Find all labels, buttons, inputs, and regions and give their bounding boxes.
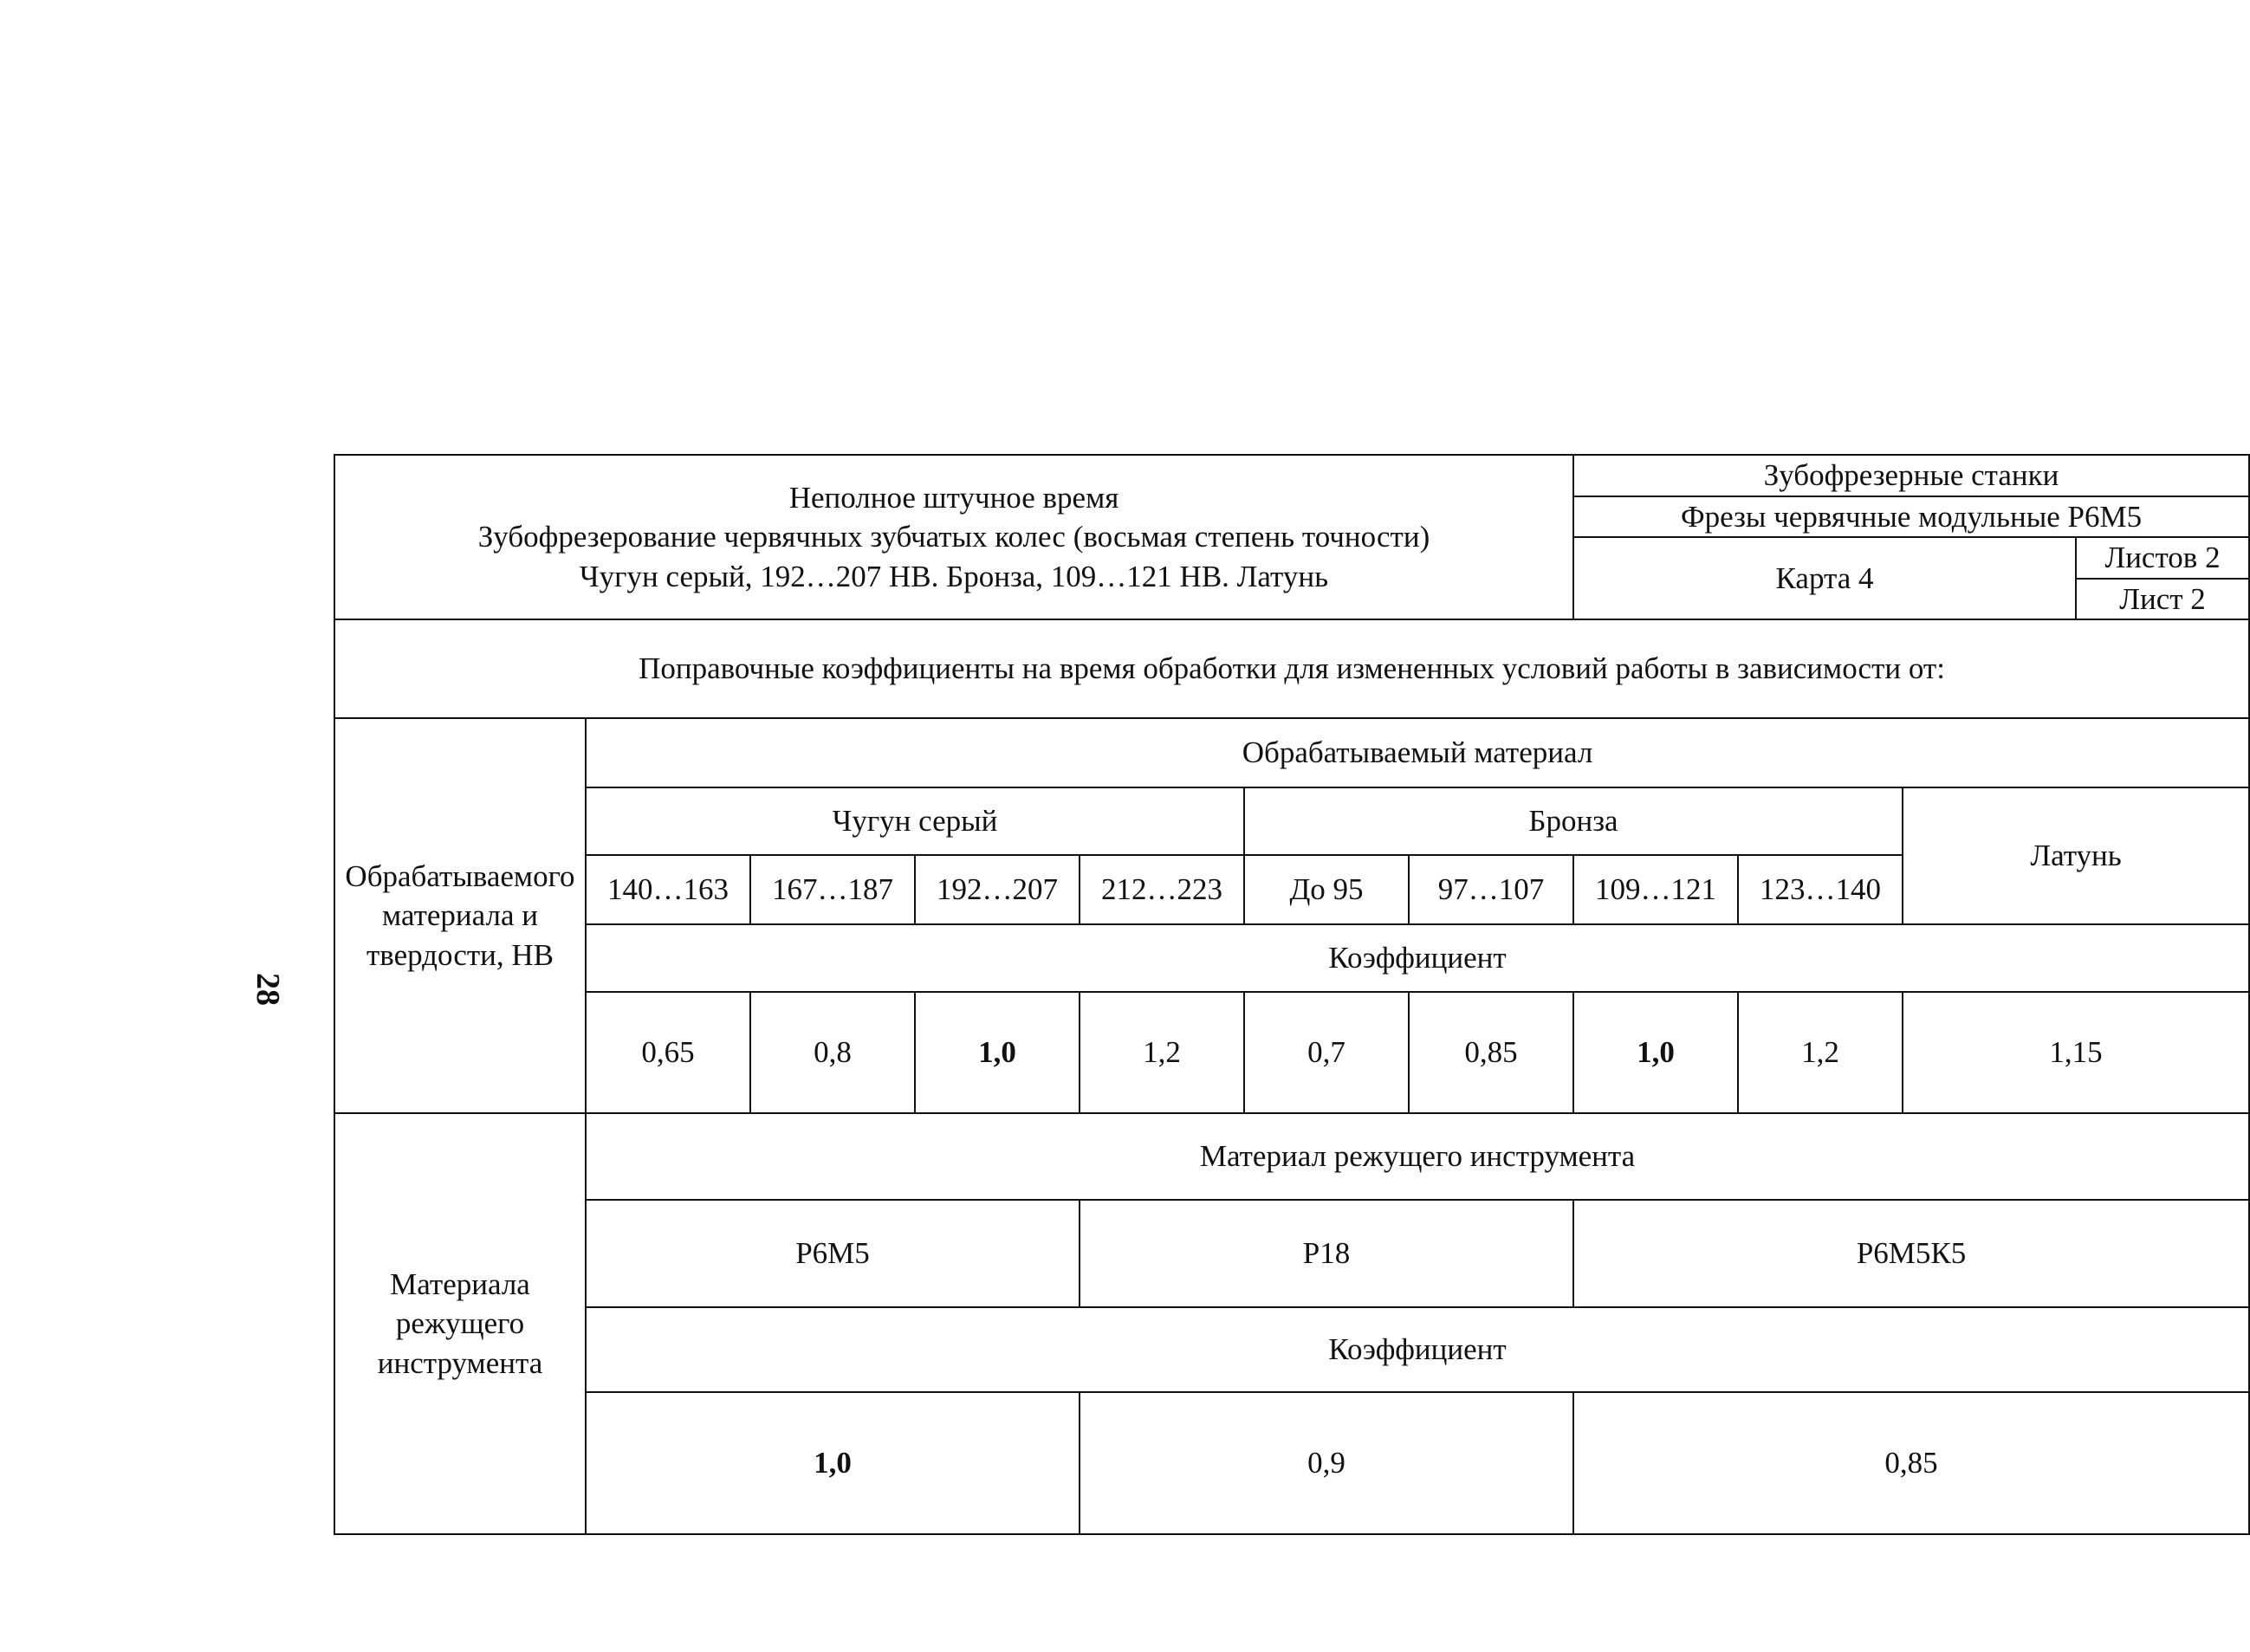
- group-cast-iron: Чугун серый: [586, 787, 1244, 855]
- tool-material-cell: Р6М5К5: [1573, 1200, 2249, 1307]
- sheets-total: Листов 2: [2076, 537, 2249, 579]
- material-coef-cell: 1,15: [1903, 992, 2249, 1113]
- title-line-2: Зубофрезерование червячных зубчатых колес (восьмая степень точности): [477, 520, 1430, 554]
- material-coef-cell: 1,0: [915, 992, 1080, 1113]
- tool-coef-cell: 1,0: [586, 1392, 1080, 1534]
- card-number: Карта 4: [1573, 537, 2076, 619]
- material-row-label: Обрабатываемого материала и твердости, НВ: [334, 718, 586, 1113]
- title-line-1: Неполное штучное время: [788, 480, 1119, 515]
- tool-coef-cell: 0,9: [1080, 1392, 1573, 1534]
- subtitle: Поправочные коэффициенты на время обработки для измененных условий работы в зависимости от:: [334, 619, 2249, 718]
- material-coef-cell: 1,0: [1573, 992, 1738, 1113]
- group-brass: Латунь: [1903, 787, 2249, 924]
- material-coef-cell: 0,7: [1244, 992, 1409, 1113]
- hardness-cell: До 95: [1244, 855, 1409, 924]
- tool-material-cell: Р18: [1080, 1200, 1573, 1307]
- hardness-cell: 123…140: [1738, 855, 1903, 924]
- hardness-cell: 140…163: [586, 855, 750, 924]
- hardness-cell: 192…207: [915, 855, 1080, 924]
- sheet-number: Лист 2: [2076, 579, 2249, 620]
- page-number: 28: [250, 973, 286, 1006]
- machine-type: Зубофрезерные станки: [1573, 455, 2249, 496]
- material-header: Обрабатываемый материал: [586, 718, 2249, 787]
- norms-table: [334, 454, 2250, 1535]
- material-coef-cell: 0,85: [1409, 992, 1573, 1113]
- material-coef-cell: 0,8: [750, 992, 915, 1113]
- title-line-3: Чугун серый, 192…207 НВ. Бронза, 109…121 НВ. Латунь: [579, 559, 1329, 593]
- hardness-cell: 212…223: [1080, 855, 1244, 924]
- material-coef-cell: 1,2: [1080, 992, 1244, 1113]
- document-title: [334, 455, 1573, 619]
- material-coef-label: Коэффициент: [586, 924, 2249, 992]
- hardness-cell: 167…187: [750, 855, 915, 924]
- tool-coef-cell: 0,85: [1573, 1392, 2249, 1534]
- material-coef-cell: 1,2: [1738, 992, 1903, 1113]
- tool-header: Материал режущего инструмента: [586, 1113, 2249, 1200]
- group-bronze: Бронза: [1244, 787, 1903, 855]
- hardness-cell: 109…121: [1573, 855, 1738, 924]
- tool-coef-label: Коэффициент: [586, 1307, 2249, 1392]
- material-coef-cell: 0,65: [586, 992, 750, 1113]
- tool-material-cell: Р6М5: [586, 1200, 1080, 1307]
- tool-row-label: Материала режущего инструмента: [334, 1113, 586, 1534]
- hardness-cell: 97…107: [1409, 855, 1573, 924]
- tool-type: Фрезы червячные модульные Р6М5: [1573, 496, 2249, 538]
